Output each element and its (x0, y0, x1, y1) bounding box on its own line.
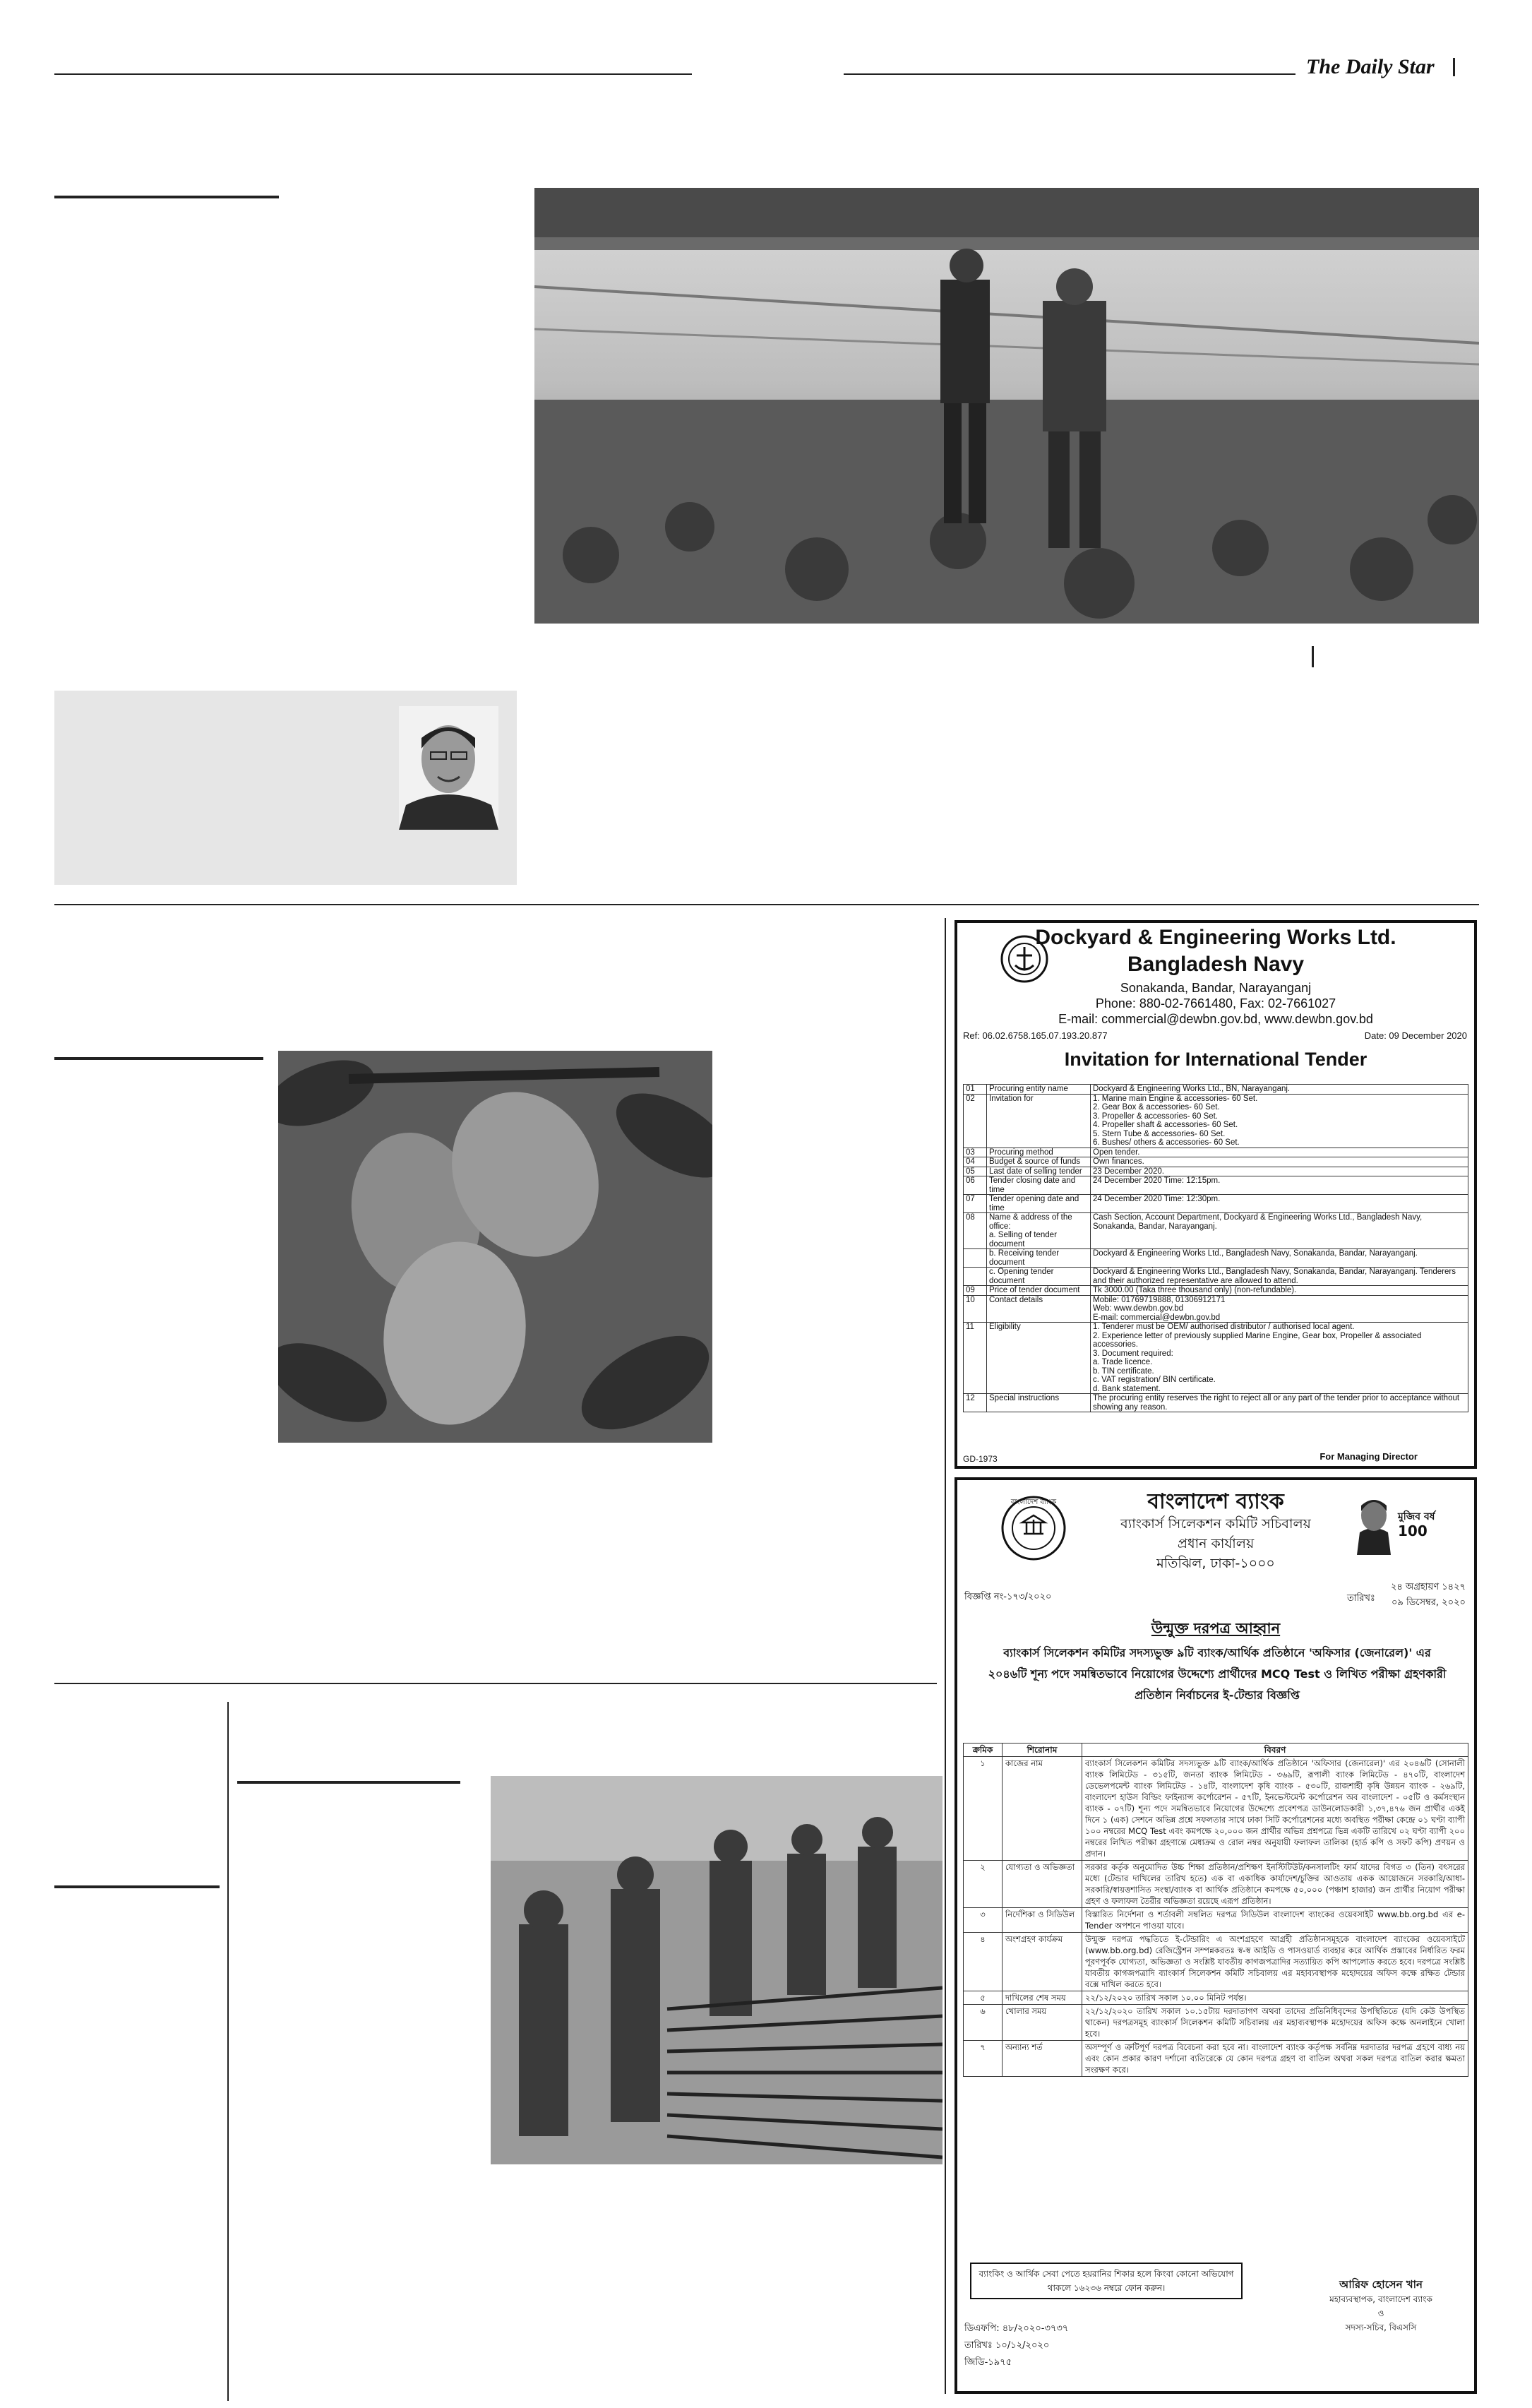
table-row (964, 1094, 1468, 1148)
header-rule-right (844, 73, 1295, 75)
row-value: 24 December 2020 Time: 12:30pm. (1091, 1195, 1468, 1213)
column-header: বিবরণ (1082, 1744, 1468, 1757)
column-divider-mark (1312, 646, 1314, 667)
column-header: শিরোনাম (1003, 1744, 1082, 1757)
table-row (964, 1394, 1468, 1412)
date-bengali-1: ২৪ অগ্রহায়ণ ১৪২৭ (1390, 1582, 1466, 1592)
row-number: ১ (964, 1757, 1003, 1861)
row-number: 12 (964, 1394, 987, 1412)
table-row (964, 1268, 1468, 1286)
row-value: 1. Tenderer must be OEM/ authorised distributor / authorised local agent. 2. Experience letter of previously supplied Marine Engine, Gear box, Propeller & associated accessories. 3. Document required: a. Trade licence. b. TIN certificate. c. VAT registration/ BIN certificate. d. Bank statement. (1091, 1323, 1468, 1394)
row-description: অসম্পূর্ণ ও ত্রুটিপূর্ণ দরপত্র বিবেচনা করা হবে না। বাংলাদেশ ব্যাংক কর্তৃপক্ষ সর্বনিম্ন দরদাতার দরপত্র গ্রহণে বাধ্য নয় এবং কোন প্রকার কারণ দর্শানো ব্যতিরেকে যে কোন দরপত্র গ্রহণ বা বাতিল অথবা সকল দরপত্র বাতিল করার ক্ষমতা সংরক্ষণ করে। (1082, 2041, 1468, 2077)
tender-heading: উন্মুক্ত দরপত্র আহ্বান (1151, 1620, 1281, 1637)
section-rule-1 (54, 904, 1479, 905)
bank-line1: ব্যাংকার্স সিলেকশন কমিটি সচিবালয় (1120, 1516, 1311, 1532)
table-row (964, 1933, 1468, 1991)
row-number: 02 (964, 1094, 987, 1148)
table-row (964, 1991, 1468, 2005)
row-value: Own finances. (1091, 1157, 1468, 1167)
row-description: বিস্তারিত নির্দেশনা ও শর্তাবলী সম্বলিত দরপত্র সিডিউল বাংলাদেশ ব্যাংকের ওয়েবসাইট www.bb.org.bd এর e-Tender অপশনে পাওয়া যাবে। (1082, 1908, 1468, 1933)
bank-name: বাংলাদেশ ব্যাংক (1147, 1489, 1284, 1514)
row-title: অন্যান্য শর্ত (1003, 2041, 1082, 2077)
row-value: Dockyard & Engineering Works Ltd., Bangladesh Navy, Sonakanda, Bandar, Narayanganj. Tenderers and their authorized representative are allowed to attend. (1091, 1268, 1468, 1286)
date-label: তারিখঃ (1347, 1593, 1375, 1604)
row-title: নির্দেশিকা ও সিডিউল (1003, 1908, 1082, 1933)
row-field: Tender closing date and time (987, 1176, 1091, 1195)
org-email: E-mail: commercial@dewbn.gov.bd, www.dewbn.gov.bd (1058, 1012, 1373, 1026)
signer-title-2: সদস্য-সচিব, বিএসসি (1345, 2323, 1417, 2332)
row-field: Procuring method (987, 1148, 1091, 1157)
row-number: 06 (964, 1176, 987, 1195)
org-sub: Bangladesh Navy (1127, 953, 1305, 976)
table-row (964, 1861, 1468, 1908)
column-rule-ads (945, 918, 946, 2394)
bank-advertisement (954, 1477, 1477, 2394)
hotline-box: ব্যাংকিং ও আর্থিক সেবা পেতে হয়রানির শিকার হলে কিংবা কোনো অভিযোগ থাকলে ১৬২৩৬ নম্বরে ফোন করুন। (970, 2263, 1243, 2299)
row-number: 05 (964, 1167, 987, 1176)
org-address: Sonakanda, Bandar, Narayanganj (1120, 981, 1312, 995)
table-row (964, 1249, 1468, 1268)
row-field: Last date of selling tender (987, 1167, 1091, 1176)
tender-date: Date: 09 December 2020 (1364, 1030, 1467, 1041)
row-value: Cash Section, Account Department, Dockyard & Engineering Works Ltd., Bangladesh Navy, Sonakanda, Bandar, Narayanganj. (1091, 1213, 1468, 1249)
guava-photo (278, 1051, 712, 1443)
table-header-row (964, 1744, 1468, 1757)
row-title: কাজের নাম (1003, 1757, 1082, 1861)
kicker-rule-3 (54, 1885, 220, 1888)
greenhouse-photo (534, 188, 1479, 624)
table-row (964, 2041, 1468, 2077)
row-number: 07 (964, 1195, 987, 1213)
tender-code: GD-1973 (963, 1454, 998, 1464)
column-rule-vertical (227, 1702, 229, 2401)
dfp-date: তারিখঃ ১০/১২/২০২০ (964, 2340, 1050, 2351)
row-title: দাখিলের শেষ সময় (1003, 1991, 1082, 2005)
tender-advertisement (954, 920, 1477, 1469)
dfp-number: ডিএফপি: ৪৮/২০২০-৩৭৩৭ (964, 2323, 1069, 2334)
row-value: Mobile: 01769719888, 01306912171 Web: www.dewbn.gov.bd E-mail: commercial@dewbn.gov.bd (1091, 1295, 1468, 1323)
table-row (964, 1167, 1468, 1176)
table-row (964, 1085, 1468, 1095)
row-field: Special instructions (987, 1394, 1091, 1412)
row-value: 1. Marine main Engine & accessories- 60 Set. 2. Gear Box & accessories- 60 Set. 3. Propeller & accessories- 60 Set. 4. Propeller shaft & accessories- 60 Set. 5. Stern Tube & accessories- 60 Set. 6. Bushes/ others & accessories- 60 Set. (1091, 1094, 1468, 1148)
row-value: Open tender. (1091, 1148, 1468, 1157)
mujib-portrait-icon (1353, 1490, 1395, 1555)
row-value: Dockyard & Engineering Works Ltd., BN, Narayanganj. (1091, 1085, 1468, 1095)
mujib-year-label: মুজিব বর্ষ (1398, 1511, 1435, 1522)
row-number: 01 (964, 1085, 987, 1095)
section-rule-2 (54, 1683, 937, 1684)
row-value: Tk 3000.00 (Taka three thousand only) (non-refundable). (1091, 1286, 1468, 1296)
bank-line2: প্রধান কার্যালয় (1177, 1536, 1255, 1551)
signer-title-1: মহাব্যবস্থাপক, বাংলাদেশ ব্যাংক (1329, 2294, 1432, 2304)
header-rule-left (54, 73, 692, 75)
tender-details-table (963, 1084, 1468, 1412)
row-number: 11 (964, 1323, 987, 1394)
row-number: 04 (964, 1157, 987, 1167)
historical-photo (491, 1776, 942, 2164)
row-value: 23 December 2020. (1091, 1167, 1468, 1176)
row-number: 03 (964, 1148, 987, 1157)
bank-seal-text: বাংলাদেশ ব্যাংক (1010, 1498, 1057, 1506)
tender-signoff: For Managing Director (1319, 1451, 1418, 1462)
row-field: Procuring entity name (987, 1085, 1091, 1095)
gd-code: জিডি-১৯৭৫ (964, 2357, 1012, 2368)
row-title: অংশগ্রহণ কার্যক্রম (1003, 1933, 1082, 1991)
notice-number: বিজ্ঞপ্তি নং-১৭৩/২০২০ (964, 1592, 1052, 1602)
row-title: যোগ্যতা ও অভিজ্ঞতা (1003, 1861, 1082, 1908)
row-description: ব্যাংকার্স সিলেকশন কমিটির সদস্যভুক্ত ৯টি ব্যাংক/আর্থিক প্রতিষ্ঠানে 'অফিসার (জেনারেল)' এর ২০৪৬টি (সোনালী ব্যাংক লিমিটেড - ৩১৫টি, জনতা ব্যাংক লিমিটেড - ৩৬৯টি, রূপালী ব্যাংক লিমিটেড - ৪৭০টি, বাংলাদেশ ডেভেলপমেন্ট ব্যাংক লিমিটেড - ১৪টি, বাংলাদেশ কৃষি ব্যাংক - ৫৩০টি, রাজশাহী কৃষি উন্নয়ন ব্যাংক - ২৬৯টি, বাংলাদেশ হাউস বিল্ডিং ফাইন্যান্স কর্পোরেশন - ৫৭টি, ইনভেস্টমেন্ট কর্পোরেশন অব বাংলাদেশ - ০৫টি ও কর্মসংস্থান ব্যাংক - ০৭টি) শূন্য পদে সমন্বিতভাবে নিয়োগের উদ্দেশ্যে প্রবেশপত্র ডাউনলোডকারী ১,৩৭,৪৭৬ জন প্রার্থীর একই দিনে ১ (এক) সেশনে অভিন্ন প্রশ্নে সফলতার সাথে ঢাকা সিটি কর্পোরেশনের মধ্যে অবস্থিত পরীক্ষা কেন্দ্রে ০১ ঘণ্টা ব্যাপী ১০০ নম্বরের MCQ Test এবং কমপক্ষে ২০,০০০ জন প্রার্থীর অভিন্ন প্রশ্নপত্রে ভিন্ন একটি তারিখে ০২ ঘণ্টা ব্যাপী ২০০ নম্বরের লিখিত পরীক্ষা গ্রহণান্তে মেধাক্রম ও রোল নম্বর অনুযায়ী ফলাফল তালিকা (হার্ড কপি ও সফট কপি) প্রণয়ন ও প্রদান। (1082, 1757, 1468, 1861)
table-row (964, 1323, 1468, 1394)
row-number: ৬ (964, 2005, 1003, 2041)
row-value: The procuring entity reserves the right to reject all or any part of the tender prior to acceptance without showing any reason. (1091, 1394, 1468, 1412)
tender-subheading: ব্যাংকার্স সিলেকশন কমিটির সদস্যভুক্ত ৯টি ব্যাংক/আর্থিক প্রতিষ্ঠানে 'অফিসার (জেনারেল)' এর ২০৪৬টি শূন্য পদে সমন্বিতভাবে নিয়োগের উদ্দেশ্যে প্রার্থীদের MCQ Test ও লিখিত পরীক্ষা গ্রহণকারী প্রতিষ্ঠান নির্বাচনের ই-টেন্ডার বিজ্ঞপ্তি (988, 1646, 1447, 1702)
org-phone: Phone: 880-02-7661480, Fax: 02-7661027 (1095, 996, 1336, 1011)
row-number: 09 (964, 1286, 987, 1296)
row-field: Budget & source of funds (987, 1157, 1091, 1167)
row-field: c. Opening tender document (987, 1268, 1091, 1286)
row-field: Contact details (987, 1295, 1091, 1323)
table-row (964, 1286, 1468, 1296)
mujib-year-number: 100 (1398, 1522, 1428, 1539)
signer-and: ও (1377, 2308, 1384, 2318)
tender-title: Invitation for International Tender (1064, 1049, 1368, 1070)
table-row (964, 1908, 1468, 1933)
row-field: Eligibility (987, 1323, 1091, 1394)
row-description: ২২/১২/২০২০ তারিখ সকাল ১০.১৫টায় দরদাতাগণ অথবা তাদের প্রতিনিধিবৃন্দের উপস্থিতিতে (যদি কেউ উপস্থিত থাকেন) দরপত্রসমূহ ব্যাংকার্স সিলেকশন কমিটি সচিবালয় এর মহাব্যবস্থাপক মহোদয়ের অফিস কক্ষে অনলাইনে খোলা হবে। (1082, 2005, 1468, 2041)
row-field: Tender opening date and time (987, 1195, 1091, 1213)
row-number (964, 1249, 987, 1268)
row-field: Invitation for (987, 1094, 1091, 1148)
kicker-rule-1 (54, 196, 279, 198)
tender-ref: Ref: 06.02.6758.165.07.193.20.877 (963, 1030, 1108, 1041)
row-number: ২ (964, 1861, 1003, 1908)
date-bengali-2: ০৯ ডিসেম্বর, ২০২০ (1391, 1597, 1466, 1608)
table-row (964, 1195, 1468, 1213)
row-field: Price of tender document (987, 1286, 1091, 1296)
row-value: 24 December 2020 Time: 12:15pm. (1091, 1176, 1468, 1195)
kicker-rule-2 (54, 1057, 263, 1060)
column-header: ক্রমিক (964, 1744, 1003, 1757)
row-description: উন্মুক্ত দরপত্র পদ্ধতিতে ই-টেন্ডারিং এ অংশগ্রহণে আগ্রহী প্রতিষ্ঠানসমূহকে বাংলাদেশ ব্যাংকের ওয়েবসাইটে (www.bb.org.bd) রেজিস্ট্রেশন সম্পন্নকরতঃ স্ব-স্ব আইডি ও পাসওয়ার্ড ব্যবহার করে আর্থিক প্রস্তাবের নির্ধারিত ফরম পূরণপূর্বক যোগ্যতা, অভিজ্ঞতা ও সংশ্লিষ্ট যাবতীয় কাগজপত্রাদির সত্যায়িত কপি আপলোড করতে হবে। দরপত্রে সংশ্লিষ্ট যাবতীয় কাগজপত্রাদি ব্যাংকার্স সিলেকশন কমিটি সচিবালয় এর মহাব্যবস্থাপক মহোদয়ের অফিস কক্ষে রক্ষিত টেন্ডার বক্সে দাখিল করতে হবে। (1082, 1933, 1468, 1991)
table-row (964, 1157, 1468, 1167)
columnist-portrait (399, 706, 498, 830)
bank-line3: মতিঝিল, ঢাকা-১০০০ (1156, 1556, 1275, 1571)
row-value: Dockyard & Engineering Works Ltd., Bangladesh Navy, Sonakanda, Bandar, Narayanganj. (1091, 1249, 1468, 1268)
row-number: 08 (964, 1213, 987, 1249)
row-title: খোলার সময় (1003, 2005, 1082, 2041)
table-row (964, 1148, 1468, 1157)
org-name: Dockyard & Engineering Works Ltd. (1035, 926, 1396, 949)
row-field: Name & address of the office: a. Selling of tender document (987, 1213, 1091, 1249)
row-number: ৭ (964, 2041, 1003, 2077)
bank-tender-table (963, 1743, 1468, 2077)
row-description: ২২/১২/২০২০ তারিখ সকাল ১০.০০ মিনিট পর্যন্ত। (1082, 1991, 1468, 2005)
table-row (964, 1295, 1468, 1323)
masthead-logo: The Daily Star (1306, 55, 1435, 78)
row-number: 10 (964, 1295, 987, 1323)
row-number: ৪ (964, 1933, 1003, 1991)
table-row (964, 1213, 1468, 1249)
signer-name: আরিফ হোসেন খান (1339, 2278, 1423, 2291)
table-row (964, 1176, 1468, 1195)
masthead-bar (1453, 58, 1455, 76)
row-number: ৫ (964, 1991, 1003, 2005)
row-description: সরকার কর্তৃক অনুমোদিত উচ্চ শিক্ষা প্রতিষ্ঠান/প্রশিক্ষণ ইনস্টিটিউট/কনসালটিং ফার্ম যাদের বিগত ৩ (তিন) বৎসরের মধ্যে (টেন্ডার দাখিলের তারিখ হতে) এক বা একাধিক কার্যাদেশ/চুক্তির আওতায় একক আয়োজনে সরকারি/আধা-সরকারি/স্বায়ত্তশাসিত সংস্থা/ব্যাংক বা আর্থিক প্রতিষ্ঠানে কমপক্ষে ৫০,০০০ (পঞ্চাশ হাজার) জন প্রার্থীর নিয়োগ পরীক্ষা গ্রহণ ও ফলাফল তৈরীর অভিজ্ঞতা রয়েছে এরূপ প্রতিষ্ঠান। (1082, 1861, 1468, 1908)
row-field: b. Receiving tender document (987, 1249, 1091, 1268)
kicker-rule-4 (237, 1781, 460, 1784)
table-row (964, 2005, 1468, 2041)
row-number: ৩ (964, 1908, 1003, 1933)
row-number (964, 1268, 987, 1286)
table-row (964, 1757, 1468, 1861)
